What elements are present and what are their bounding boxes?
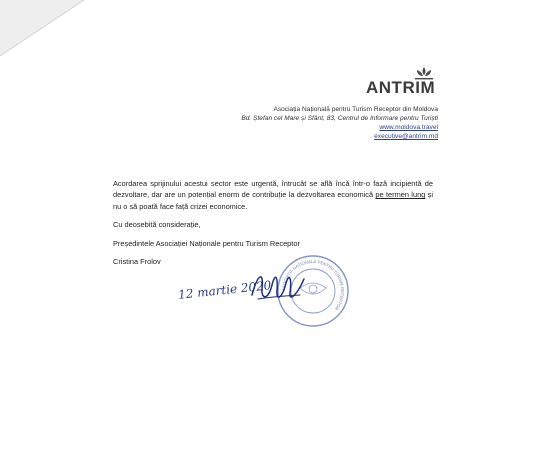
stamp-text: ASOCIAȚIA NAȚIONALĂ PENTRU TURISM RECEPTOR — [280, 258, 346, 312]
handwritten-date: 12 martie 2020 — [177, 278, 272, 302]
organization-name: Asociația Națională pentru Turism Receptor din Moldova — [273, 106, 438, 113]
signatory-name: Cristina Frolov — [113, 257, 161, 266]
closing-formula: Cu deosebită considerație, — [113, 220, 201, 229]
paragraph-end: și nu o să poată face față crizei economice. — [113, 190, 433, 211]
underlined-phrase: pe termen lung — [375, 190, 426, 200]
signatory-title: Președintele Asociației Naționale pentru Turism Receptor — [113, 239, 300, 248]
paragraph-text: Acordarea sprijinului acestui sector este urgentă, întrucât se află încă într-o fază incipientă de dezvoltare, dar are un potențial enorm de contribuție la dezvoltarea economică — [113, 179, 433, 200]
antrim-logo-text: ANTRIM — [366, 78, 436, 97]
letter-paragraph — [113, 178, 433, 212]
organization-address: Bd. Ștefan cel Mare și Sfânt, 83, Centrul de Informare pentru Turiști — [241, 115, 438, 122]
email-link[interactable]: executive@antrim.md — [374, 133, 438, 140]
handwritten-signature — [248, 265, 308, 307]
website-link[interactable]: www.moldova.travel — [379, 124, 438, 131]
